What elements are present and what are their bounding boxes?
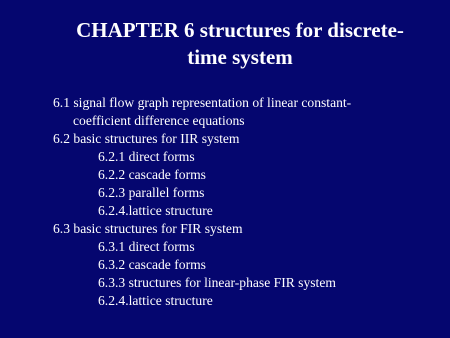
section-heading-6-2: 6.2 basic structures for IIR system: [53, 131, 240, 146]
subsection-6-2-1: 6.2.1 direct forms: [98, 149, 195, 164]
subsection-6-2-4: 6.2.4.lattice structure: [98, 203, 213, 218]
slide-title: [40, 17, 440, 71]
subsection-6-2-3: 6.2.3 parallel forms: [98, 185, 205, 200]
subsection-6-3-1: 6.3.1 direct forms: [98, 239, 195, 254]
slide-title-line-1: CHAPTER 6 structures for discrete-: [76, 18, 404, 42]
section-heading-6-3: 6.3 basic structures for FIR system: [53, 221, 243, 236]
subsection-6-3-3: 6.3.3 structures for linear-phase FIR system: [98, 275, 336, 290]
section-heading-6-1-continued: coefficient difference equations: [73, 113, 245, 128]
section-heading-6-1: 6.1 signal flow graph representation of linear constant-: [53, 95, 352, 110]
slide-title-line-2: time system: [187, 45, 293, 69]
subsection-6-3-4: 6.2.4.lattice structure: [98, 293, 213, 308]
subsection-6-2-2: 6.2.2 cascade forms: [98, 167, 206, 182]
table-of-contents: [53, 94, 351, 310]
subsection-6-3-2: 6.3.2 cascade forms: [98, 257, 206, 272]
